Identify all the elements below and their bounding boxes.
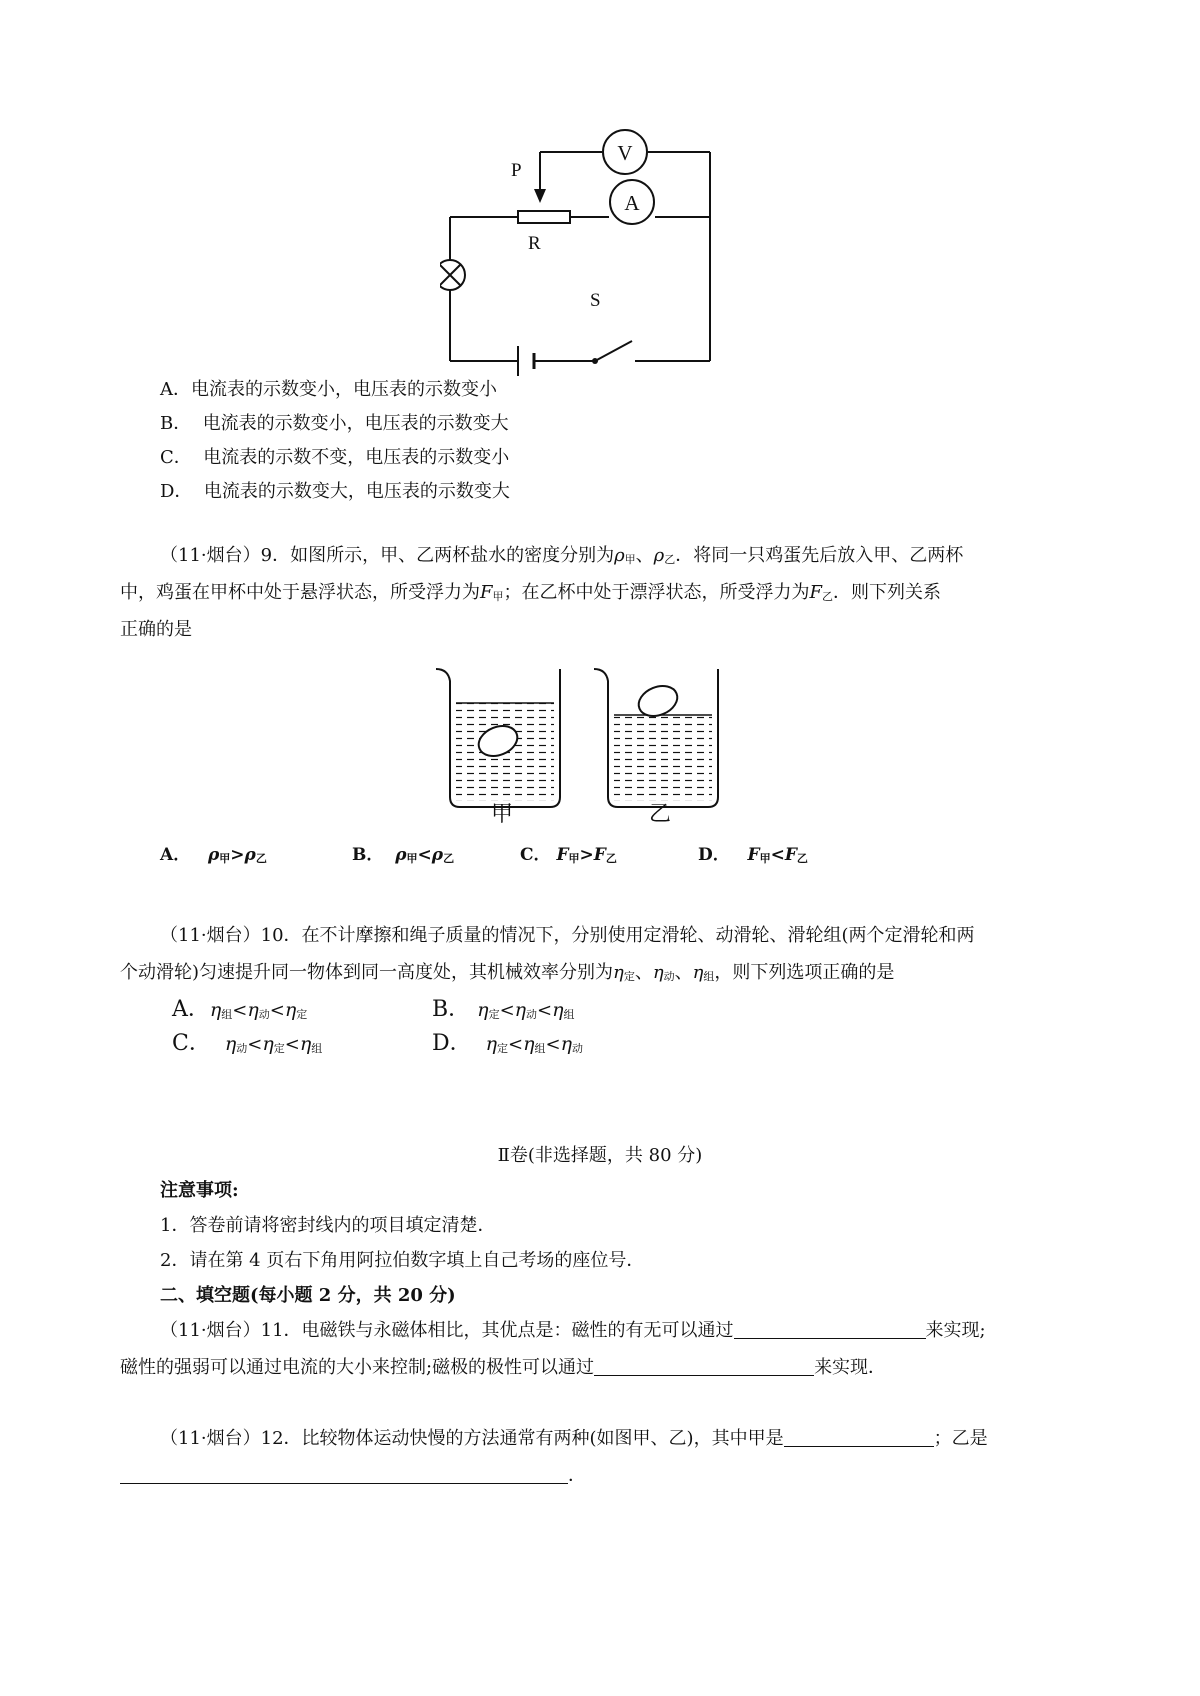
q9-option-a: A． ρ甲>ρ乙 bbox=[160, 845, 267, 865]
q9-option-c: C． F甲>F乙 bbox=[520, 845, 617, 865]
circuit-diagram bbox=[440, 125, 780, 390]
q12-blank-1 bbox=[784, 1428, 934, 1447]
label-r: R bbox=[528, 233, 541, 254]
section2-title: Ⅱ卷(非选择题，共 80 分) bbox=[497, 1145, 703, 1166]
beaker-label-yi: 乙 bbox=[648, 802, 672, 825]
q11-blank-1 bbox=[734, 1320, 926, 1339]
ammeter-label: A bbox=[624, 191, 640, 215]
voltmeter-label: V bbox=[617, 141, 633, 165]
q9-line-3: 正确的是 bbox=[120, 619, 192, 640]
lamp-icon bbox=[440, 260, 465, 290]
beakers-figure bbox=[430, 665, 750, 825]
notice-title: 注意事项: bbox=[160, 1180, 239, 1201]
q10-option-c: C． η动<η定<η组 bbox=[172, 1031, 323, 1056]
slider-arrow-icon bbox=[534, 189, 546, 203]
q8-option-c: C． 电流表的示数不变，电压表的示数变小 bbox=[160, 447, 510, 468]
beaker-label-jia: 甲 bbox=[490, 802, 514, 825]
label-p: P bbox=[511, 160, 522, 181]
resistor bbox=[518, 211, 570, 223]
q9-line-2: 中，鸡蛋在甲杯中处于悬浮状态，所受浮力为F甲；在乙杯中处于漂浮状态，所受浮力为F乙．则下列关系 bbox=[120, 582, 941, 603]
q12-line-2: ． bbox=[120, 1463, 586, 1489]
fill-section-title: 二、填空题(每小题 2 分，共 20 分) bbox=[160, 1285, 456, 1306]
q9-option-b: B． ρ甲<ρ乙 bbox=[352, 845, 455, 865]
ammeter-icon bbox=[610, 180, 654, 224]
beaker-jia bbox=[436, 669, 560, 825]
q8-option-a: A．电流表的示数变小，电压表的示数变小 bbox=[160, 379, 497, 400]
q10-option-b: B． η定<η动<η组 bbox=[432, 997, 575, 1022]
q10-line-1: （11·烟台）10．在不计摩擦和绳子质量的情况下，分别使用定滑轮、动滑轮、滑轮组(两个定滑轮和两 bbox=[160, 925, 975, 946]
q11-line-1: （11·烟台）11．电磁铁与永磁体相比，其优点是：磁性的有无可以通过 来实现; bbox=[160, 1320, 986, 1341]
q8-option-d: D． 电流表的示数变大，电压表的示数变大 bbox=[160, 481, 510, 502]
q11-blank-2 bbox=[594, 1357, 814, 1376]
q10-option-d: D． η定<η组<η动 bbox=[432, 1031, 583, 1056]
beaker-yi bbox=[594, 669, 718, 825]
q8-option-b: B． 电流表的示数变小，电压表的示数变大 bbox=[160, 413, 509, 434]
q9-option-d: D． F甲<F乙 bbox=[698, 845, 808, 865]
q9-line-1: （11·烟台）9．如图所示，甲、乙两杯盐水的密度分别为ρ甲、ρ乙．将同一只鸡蛋先后放入甲、乙两杯 bbox=[160, 545, 964, 566]
q10-option-a: A．η组<η动<η定 bbox=[172, 997, 308, 1022]
switch-pivot bbox=[592, 358, 598, 364]
q12-line-1: （11·烟台）12．比较物体运动快慢的方法通常有两种(如图甲、乙)，其中甲是 ；乙是 bbox=[160, 1428, 988, 1449]
q12-blank-2 bbox=[120, 1465, 568, 1484]
q10-line-2: 个动滑轮)匀速提升同一物体到同一高度处，其机械效率分别为η定、η动、η组，则下列选项正确的是 bbox=[120, 962, 895, 983]
battery-icon bbox=[518, 346, 534, 376]
notice-item-2: 2．请在第 4 页右下角用阿拉伯数字填上自己考场的座位号． bbox=[160, 1250, 645, 1271]
notice-item-1: 1．答卷前请将密封线内的项目填定清楚． bbox=[160, 1215, 496, 1236]
q11-line-2: 磁性的强弱可以通过电流的大小来控制;磁极的极性可以通过 来实现． bbox=[120, 1357, 887, 1378]
voltmeter-icon bbox=[603, 130, 647, 174]
label-s: S bbox=[590, 290, 601, 311]
